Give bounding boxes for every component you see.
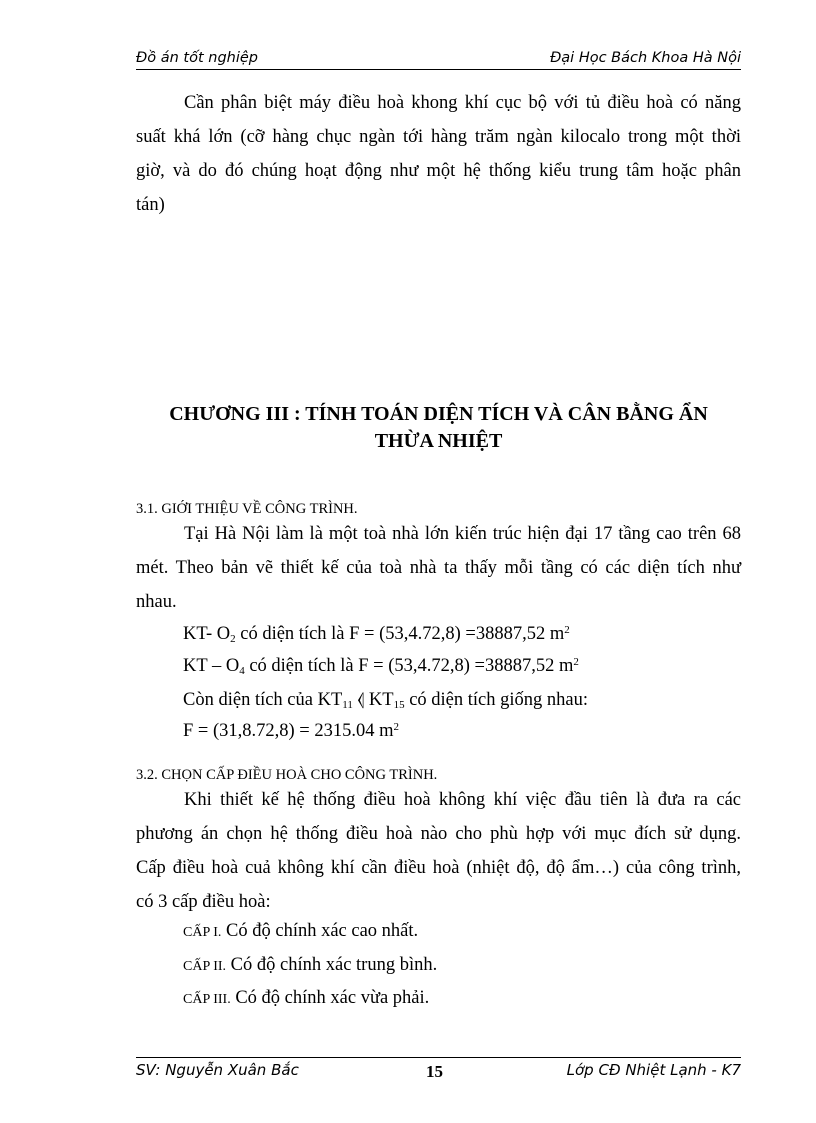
page-number: 15 — [426, 1062, 443, 1081]
level-item: CẤP I. Có độ chính xác cao nhất. — [183, 921, 419, 941]
level-item: CẤP III. Có độ chính xác vừa phải. — [183, 988, 430, 1008]
header-left-text: Đồ án tốt nghiệp — [136, 50, 258, 66]
page-header — [136, 48, 741, 70]
footer-divider — [136, 1057, 741, 1058]
level-label: CẤP III. — [183, 992, 231, 1007]
level-label: CẤP I. — [183, 925, 222, 940]
chapter-title-line-1: CHƯƠNG III : TÍNH TOÁN DIỆN TÍCH VÀ CÂN BẰNG ẨN — [169, 403, 708, 425]
header-right-text: Đại Học Bách Khoa Hà Nội — [550, 50, 741, 66]
section1-line-1: Tại Hà Nội làm là một toà nhà lớn kiến trúc hiện đại 17 tầng cao trên 68 — [184, 524, 741, 544]
formula-area-f: F = (31,8.72,8) = 2315.04 $m^2$ — [183, 721, 399, 741]
section2-line-3: Cấp điều hoà cuả không khí cần điều hoà (nhiệt độ, độ ẩm…) của công trình, — [136, 858, 741, 878]
section-heading-3-2: 3.2. CHỌN CẤP ĐIỀU HOÀ CHO CÔNG TRÌNH. — [136, 767, 438, 783]
level-label: CẤP II. — [183, 959, 227, 974]
formula-kt-o4: KT – $O_4$ có diện tích là F = (53,4.72,8) =38887,52 $m^2$ — [183, 656, 579, 677]
formula-kt-11-15: Còn diện tích của $KT_{11}$ ⦉ $KT_{15}$ có diện tích giống nhau: — [183, 690, 588, 711]
intro-line-1: Cần phân biệt máy điều hoà khong khí cục bộ với tủ điều hoà có năng — [184, 93, 741, 113]
section2-line-2: phương án chọn hệ thống điều hoà nào cho phù hợp với mục đích sử dụng. — [136, 824, 741, 844]
intro-line-2: suất khá lớn (cỡ hàng chục ngàn tới hàng trăm ngàn kilocalo trong một thời — [136, 127, 741, 147]
formula-kt-o2: KT- $O_2$ có diện tích là F = (53,4.72,8) =38887,52 $m^2$ — [183, 624, 570, 645]
page-footer — [136, 1061, 741, 1085]
section2-line-4: có 3 cấp điều hoà: — [136, 892, 271, 912]
header-divider — [136, 69, 741, 70]
chapter-title-line-2: THỪA NHIỆT — [374, 430, 503, 452]
section1-line-3: nhau. — [136, 592, 177, 612]
section2-line-1: Khi thiết kế hệ thống điều hoà không khí việc đầu tiên là đưa ra các — [184, 790, 741, 810]
intro-line-4: tán) — [136, 195, 165, 215]
section-heading-3-1: 3.1. GIỚI THIỆU VỀ CÔNG TRÌNH. — [136, 501, 358, 517]
level-item: CẤP II. Có độ chính xác trung bình. — [183, 955, 438, 975]
intro-line-3: giờ, và do đó chúng hoạt động như một hệ thống kiểu trung tâm hoặc phân — [136, 161, 741, 181]
section1-line-2: mét. Theo bản vẽ thiết kế của toà nhà ta thấy mỗi tầng có các diện tích như — [136, 558, 741, 578]
footer-author: SV: Nguyễn Xuân Bắc — [136, 1061, 299, 1079]
footer-class: Lớp CĐ Nhiệt Lạnh - K7 — [566, 1061, 741, 1079]
